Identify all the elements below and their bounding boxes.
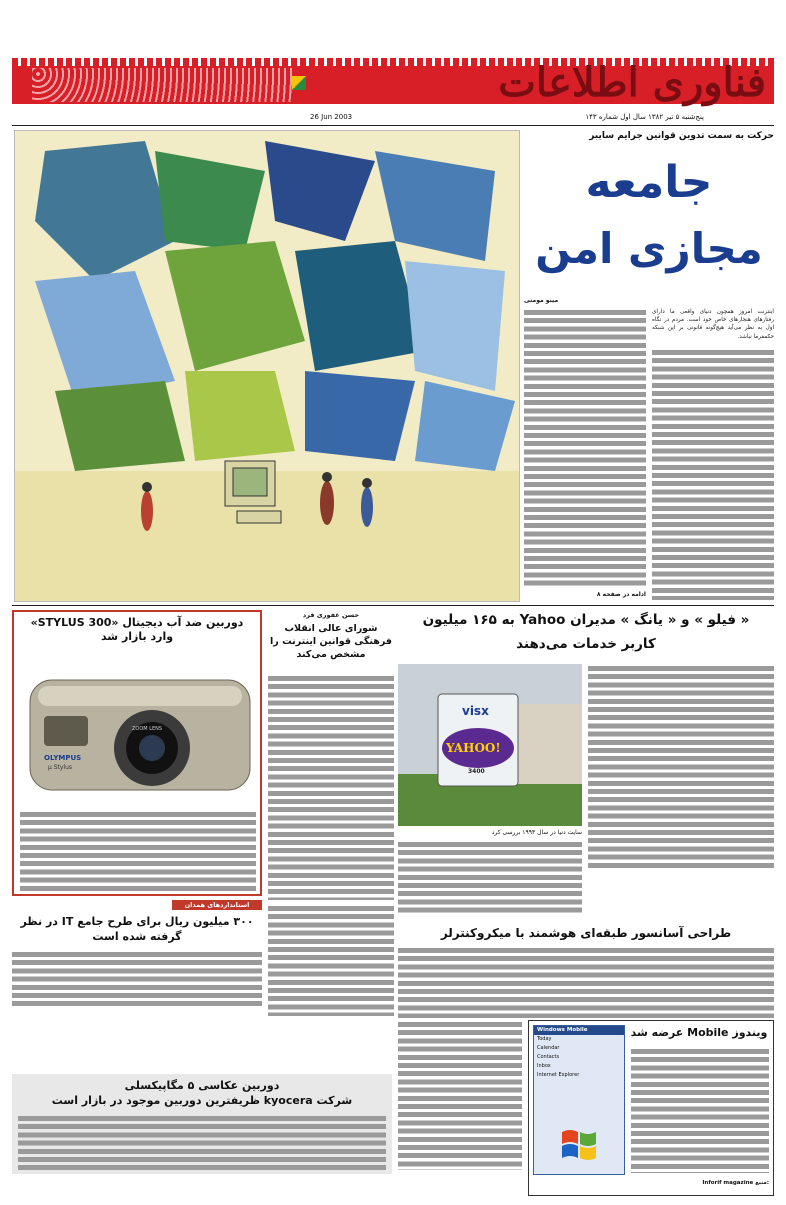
- arrows-artwork: [15, 131, 520, 602]
- yahoo-headline: [398, 608, 774, 660]
- kyocera-headline-line2: شرکت kyocera ظریفترین دوربین موجود در بازار است: [51, 1094, 353, 1107]
- elevator-body: [398, 946, 774, 1018]
- lead-headline-line2: مجازی امن: [535, 224, 763, 273]
- windows-screen-item: Inbox: [537, 1063, 551, 1069]
- yahoo-headline-line2: کاربر خدمات می‌دهند: [516, 636, 656, 652]
- lead-continued-text: ادامه در صفحه ۸: [596, 591, 646, 598]
- council-byline: حسن غفوری فرد: [302, 611, 360, 619]
- windows-screen-item: Internet Explorer: [537, 1072, 580, 1078]
- elevator-headline-text: طراحی آسانسور طبقه‌ای هوشمند با میکروکنترلر: [440, 926, 732, 940]
- elevator-body-lower: [398, 1020, 522, 1170]
- camera-lens-label: ZOOM LENS: [132, 726, 163, 732]
- yahoo-caption: [398, 828, 582, 838]
- windows-screen: [533, 1025, 625, 1175]
- windows-body: [631, 1047, 769, 1173]
- lead-kicker: [524, 128, 774, 144]
- yahoo-photo-address: 3400: [468, 768, 485, 775]
- windows-logo-icon: [558, 1122, 602, 1166]
- yahoo-body-right: [588, 664, 774, 870]
- camera-photo: [22, 656, 256, 806]
- windows-screen-item: Today: [537, 1036, 552, 1042]
- yahoo-photo-brand: visx: [462, 704, 489, 718]
- jam-headline: ۳۰۰ میلیون ریال برای طرح جامع IT در نظر گرفته شده است: [20, 915, 254, 943]
- windows-story-box: [528, 1020, 774, 1196]
- yahoo-photo-sign: YAHOO!: [446, 741, 501, 755]
- jam-tag: استانداردهای همدان: [172, 900, 262, 910]
- yahoo-body-left: [398, 840, 582, 916]
- kyocera-body: [18, 1114, 386, 1170]
- lead-body-right: [652, 308, 774, 600]
- windows-source: [631, 1177, 769, 1189]
- lead-illustration: [14, 130, 520, 602]
- lead-headline: [524, 150, 774, 290]
- council-headline: شورای عالی انقلاب فرهنگی قوانین اینترنت را مشخص می‌کند: [270, 623, 392, 660]
- masthead-logo-mark: [292, 76, 306, 90]
- camera-brand: OLYMPUS: [44, 754, 82, 762]
- lead-byline: [524, 296, 774, 306]
- lead-body-left: [524, 308, 646, 588]
- council-body-lower: [268, 904, 394, 1016]
- masthead-logo-text: فناوری اطلاعات: [498, 59, 766, 106]
- lead-byline-text: مینو مومنی: [524, 297, 559, 304]
- elevator-headline: [398, 922, 774, 944]
- yahoo-photo: [398, 664, 582, 826]
- lead-kicker-text: حرکت به سمت تدوین قوانین جرایم سایبر: [589, 131, 774, 141]
- council-story: [268, 610, 394, 900]
- camera-headline: دوربین ضد آب دیجیتال «STYLUS 300» وارد بازار شد: [30, 616, 244, 643]
- lead-headline-line1: جامعه: [585, 157, 713, 208]
- masthead-logo: [472, 58, 772, 110]
- lead-continued: [524, 590, 646, 600]
- windows-headline: ویندوز Mobile عرضه شد: [630, 1026, 768, 1039]
- yahoo-caption-text: سایت دنیا در سال ۱۹۹۴ بررسی کرد: [491, 829, 582, 836]
- camera-body-text: [20, 810, 256, 892]
- jam-body: [12, 950, 262, 1008]
- camera-story-box: [12, 610, 262, 896]
- yahoo-headline-line1: « فیلو » و « یانگ » مدیران Yahoo به ۱۶۵ میلیون: [422, 612, 750, 628]
- masthead: [12, 58, 774, 110]
- council-body: [268, 674, 394, 900]
- issue-date: پنج‌شنبه ۵ تیر ۱۳۸۲ سال اول شماره ۱۴۳: [585, 113, 704, 121]
- kyocera-headline-line1: دوربین عکاسی ۵ مگاپیکسلی: [124, 1079, 280, 1092]
- lead-intro: اینترنت امروز همچون دنیای واقعی ما دارای رفتارهای هنجارهای خاص خود است. مردم در نگاه اول به نظر می‌آید هیچ‌گونه قانونی بر این شبکه حکمفرما نباشد.: [652, 309, 774, 340]
- windows-screen-item: Contacts: [537, 1054, 560, 1060]
- issue-date-latin: 26 Jun 2003: [310, 113, 353, 121]
- lead-bottom-rule: [12, 605, 774, 606]
- jam-story: [12, 900, 262, 1010]
- windows-source-text: Inforif magazine منبع:: [702, 1180, 769, 1186]
- issue-rule: [12, 125, 774, 126]
- kyocera-story-box: [12, 1074, 392, 1174]
- masthead-dots: [32, 68, 292, 102]
- windows-screen-title: Windows Mobile: [534, 1026, 624, 1035]
- issue-line: [310, 111, 774, 123]
- windows-screen-item: Calendar: [537, 1045, 560, 1051]
- camera-model: μ Stylus: [48, 764, 73, 771]
